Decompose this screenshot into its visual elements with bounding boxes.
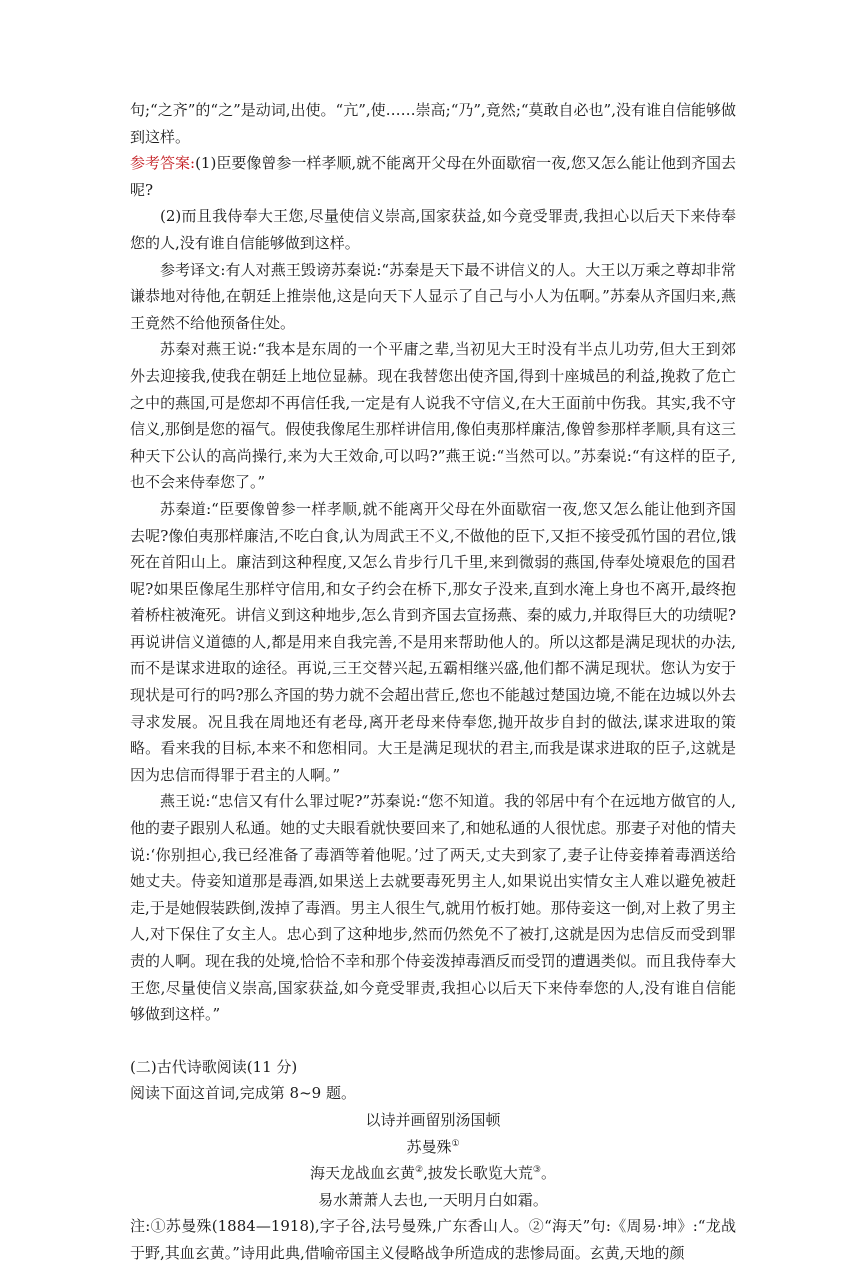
- section-heading: (二)古代诗歌阅读(11 分): [130, 1057, 298, 1076]
- poem-line-1-part-b: ,披发长歌览大荒: [423, 1164, 533, 1183]
- footnote-paragraph: 注:①苏曼殊(1884—1918),字子谷,法号曼殊,广东香山人。②“海天”句:《周易·坤》:“龙战于野,其血玄黄。”诗用此典,借喻帝国主义侵略战争所造成的悲惨局面。玄黄,天地的颜: [130, 1217, 736, 1262]
- answer-label: 参考答案:: [130, 154, 196, 173]
- answer-1-text: (1)臣要像曾参一样孝顺,就不能离开父母在外面歇宿一夜,您又怎么能让他到齐国去呢?: [130, 154, 736, 199]
- poem-line-2: 易水萧萧人去也,一天明月白如霜。: [318, 1190, 548, 1209]
- footnote-marker: ②: [415, 1165, 424, 1176]
- poem-line-1-part-c: 。: [540, 1164, 556, 1183]
- document-page: [130, 97, 736, 1267]
- translation-paragraph-2: 苏秦对燕王说:“我本是东周的一个平庸之辈,当初见大王时没有半点儿功劳,但大王到郊外去迎接我,使我在朝廷上地位显赫。现在我替您出使齐国,得到十座城邑的利益,挽救了危亡之中的燕国,可是您却不再信任我,一定是有人说我不守信义,在大王面前中伤我。其实,我不守信义,那倒是您的福气。假使我像尾生那样讲信用,像伯夷那样廉洁,像曾参那样孝顺,具有这三种天下公认的高尚操行,来为大王效命,可以吗?”燕王说:“当然可以。”苏秦说:“有这样的臣子,也不会来侍奉您了。”: [130, 340, 736, 492]
- translation-paragraph-1: 参考译文:有人对燕王毁谤苏秦说:“苏秦是天下最不讲信义的人。大王以万乘之尊却非常谦恭地对待他,在朝廷上推崇他,这是向天下人显示了自己与小人为伍啊。”苏秦从齐国归来,燕王竟然不给他预备住处。: [130, 260, 736, 332]
- translation-paragraph-3: 苏秦道:“臣要像曾参一样孝顺,就不能离开父母在外面歇宿一夜,您又怎么能让他到齐国去呢?像伯夷那样廉洁,不吃白食,认为周武王不义,不做他的臣下,又拒不接受孤竹国的君位,饿死在首阳山上。廉洁到这种程度,又怎么肯步行几千里,来到微弱的燕国,侍奉处境艰危的国君呢?如果臣像尾生那样守信用,和女子约会在桥下,那女子没来,直到水淹上身也不离开,最终抱着桥柱被淹死。讲信义到这种地步,怎么肯到齐国去宣扬燕、秦的威力,并取得巨大的功绩呢?再说讲信义道德的人,都是用来自我完善,不是用来帮助他人的。所以这都是满足现状的办法,而不是谋求进取的途径。再说,三王交替兴起,五霸相继兴盛,他们都不满足现状。您认为安于现状是可行的吗?那么齐国的势力就不会超出营丘,您也不能越过楚国边境,不能在边城以外去寻求发展。况且我在周地还有老母,离开老母来侍奉您,抛开故步自封的做法,谋求进取的策略。看来我的目标,本来不和您相同。大王是满足现状的君主,而我是谋求进取的臣子,这就是因为忠信而得罪于君主的人啊。”: [130, 499, 736, 784]
- poem-line-1: [130, 1160, 736, 1187]
- poem-line-1-part-a: 海天龙战血玄黄: [310, 1164, 416, 1183]
- intro-paragraph: 句;“之齐”的“之”是动词,出使。“亢”,使……崇高;“乃”,竟然;“莫敢自必也”,没有谁自信能够做到这样。: [130, 101, 736, 146]
- translation-paragraph-4: 燕王说:“忠信又有什么罪过呢?”苏秦说:“您不知道。我的邻居中有个在远地方做官的人,他的妻子跟别人私通。她的丈夫眼看就快要回来了,和她私通的人很忧虑。那妻子对他的情夫说:‘你别担心,我已经准备了毒酒等着他呢。’过了两天,丈夫到家了,妻子让侍妾捧着毒酒送给她丈夫。侍妾知道那是毒酒,如果送上去就要毒死男主人,如果说出实情女主人难以避免被赶走,于是她假装跌倒,泼掉了毒酒。男主人很生气,就用竹板打她。那侍妾这一倒,对上救了男主人,对下保住了女主人。忠心到了这种地步,然而仍然免不了被打,这就是因为忠信反而受到罪责的人啊。现在我的处境,恰恰不幸和那个侍妾泼掉毒酒反而受罚的遭遇类似。而且我侍奉大王您,尽量使信义崇高,国家获益,如今竟受罪责,我担心以后天下来侍奉您的人,没有谁自信能够做到这样。”: [130, 792, 736, 1024]
- answer-paragraph-2: (2)而且我侍奉大王您,尽量使信义崇高,国家获益,如今竟受罪责,我担心以后天下来侍奉您的人,没有谁自信能够做到这样。: [130, 207, 736, 252]
- answer-paragraph-1: [130, 150, 736, 203]
- poem-author: [130, 1134, 736, 1161]
- footnote-marker: ①: [451, 1138, 460, 1149]
- section-gap: [130, 1028, 736, 1054]
- footnote-marker: ③: [532, 1165, 541, 1176]
- instruction-line: 阅读下面这首词,完成第 8~9 题。: [130, 1084, 356, 1103]
- poem-author-name: 苏曼殊: [406, 1137, 452, 1156]
- poem-title: 以诗并画留别汤国顿: [365, 1110, 501, 1129]
